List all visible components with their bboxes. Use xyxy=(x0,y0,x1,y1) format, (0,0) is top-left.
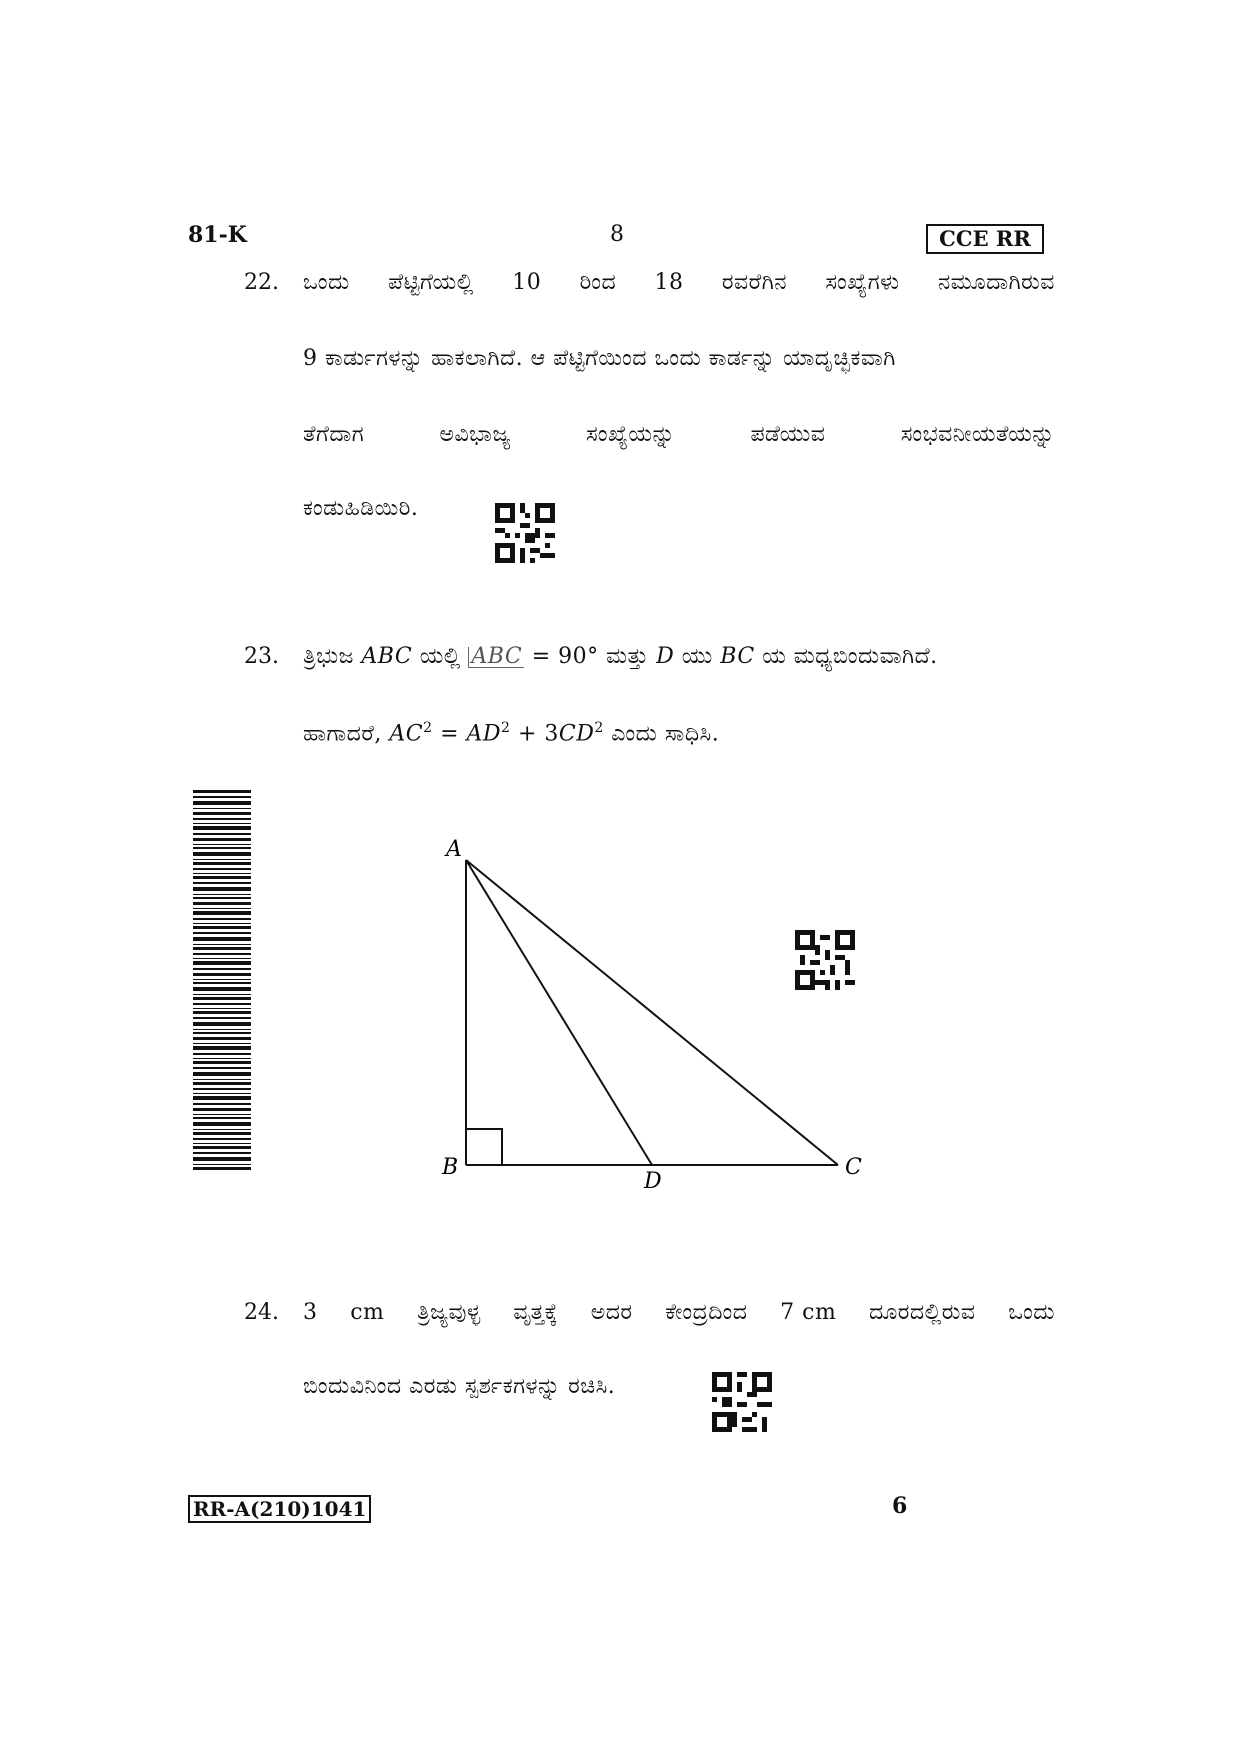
page-number: 8 xyxy=(610,222,624,247)
paper-code: 81-K xyxy=(188,222,247,248)
vertex-label-c: C xyxy=(845,1155,862,1180)
vertex-label-a: A xyxy=(446,837,462,862)
median-ad xyxy=(466,860,652,1165)
footer-page-number: 6 xyxy=(892,1493,908,1519)
question-24-line-1: 3 cm ತ್ರಿಜ್ಯವುಳ್ಳ ವೃತ್ತಕ್ಕೆ ಅದರ ಕೇಂದ್ರದಿಂದ 7 cm ದೂರದಲ್ಲಿರುವ ಒಂದು xyxy=(303,1300,1055,1325)
qr-code-icon xyxy=(495,503,555,563)
exam-badge: CCE RR xyxy=(926,224,1044,254)
side-ac xyxy=(466,860,838,1165)
question-22-number: 22. xyxy=(244,270,279,295)
qr-code-icon xyxy=(795,930,855,990)
right-angle-mark xyxy=(466,1129,502,1165)
question-23-number: 23. xyxy=(244,644,279,669)
question-23-line-1: ತ್ರಿಭುಜ ABC ಯಲ್ಲಿ ABC = 90° ಮತ್ತು D ಯು BC ಯ ಮಧ್ಯಬಿಂದುವಾಗಿದೆ. xyxy=(303,644,938,669)
footer-code: RR-A(210)1041 xyxy=(188,1495,371,1523)
barcode-icon xyxy=(193,790,251,1170)
question-23-line-2: ಹಾಗಾದರೆ, $AC^2 = AD^2 + 3CD^2$ ಎಂದು ಸಾಧಿಸಿ. xyxy=(303,720,720,747)
vertex-label-b: B xyxy=(442,1155,459,1180)
question-22-line-4: ಕಂಡುಹಿಡಿಯಿರಿ. xyxy=(303,496,419,521)
question-22-line-1: ಒಂದು ಪೆಟ್ಟಿಗೆಯಲ್ಲಿ 10 ರಿಂದ 18 ರವರೆಗಿನ ಸಂಖ್ಯೆಗಳು ನಮೂದಾಗಿರುವ xyxy=(303,270,1055,295)
question-22-line-3: ತೆಗೆದಾಗ ಅವಿಭಾಜ್ಯ ಸಂಖ್ಯೆಯನ್ನು ಪಡೆಯುವ ಸಂಭವನೀಯತೆಯನ್ನು xyxy=(303,422,1055,447)
triangle-diagram xyxy=(420,820,880,1194)
angle-symbol: ABC xyxy=(468,647,524,668)
question-24-number: 24. xyxy=(244,1300,279,1325)
qr-code-icon xyxy=(712,1372,772,1432)
question-22-line-2: 9 ಕಾರ್ಡುಗಳನ್ನು ಹಾಕಲಾಗಿದೆ. ಆ ಪೆಟ್ಟಿಗೆಯಿಂದ ಒಂದು ಕಾರ್ಡನ್ನು ಯಾದೃಚ್ಛಿಕವಾಗಿ xyxy=(303,346,896,371)
question-24-line-2: ಬಿಂದುವಿನಿಂದ ಎರಡು ಸ್ಪರ್ಶಕಗಳನ್ನು ರಚಿಸಿ. xyxy=(303,1374,616,1399)
point-label-d: D xyxy=(644,1169,662,1194)
